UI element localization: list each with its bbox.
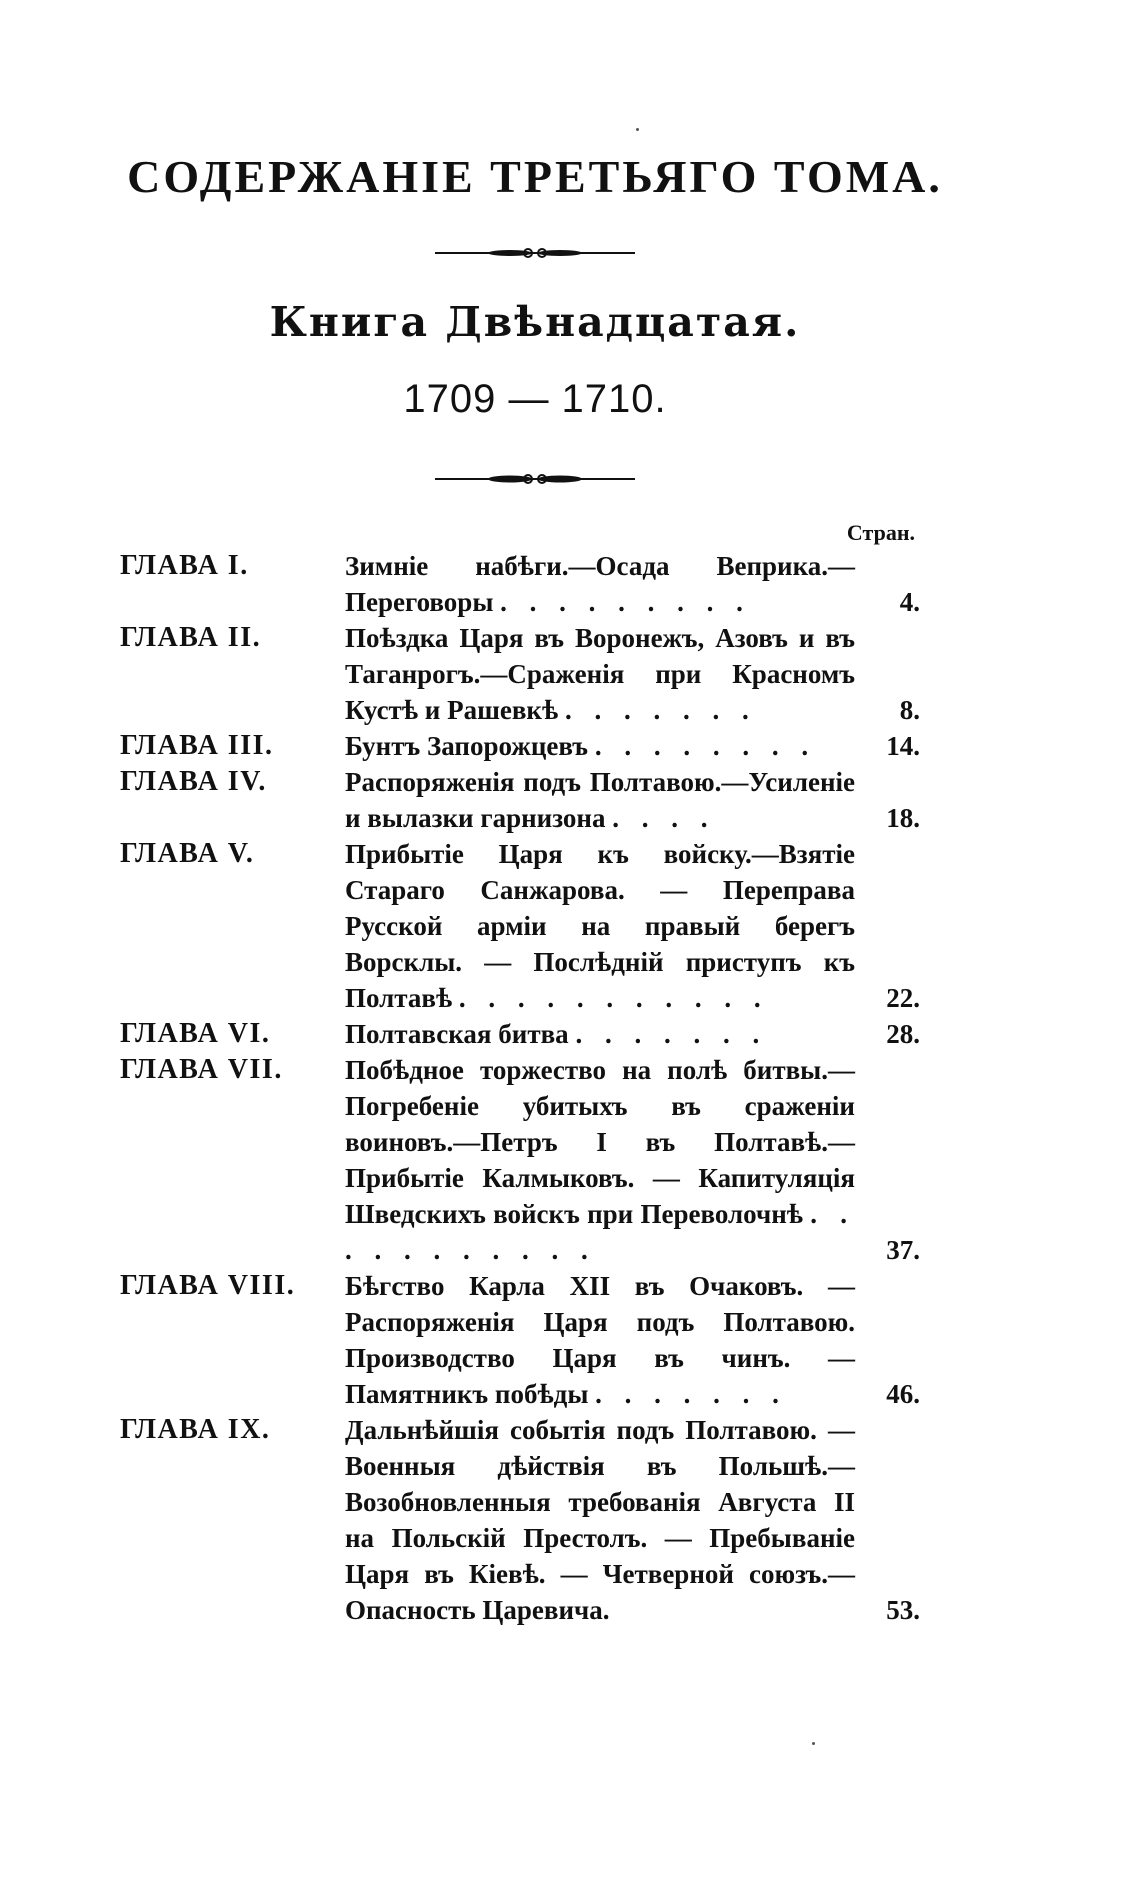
page-column-label: Стран. — [846, 520, 915, 545]
chapter-summary: Побѣдное торжество на полѣ битвы.—Погребеніе убитыхъ въ сраженіи воиновъ.—Петръ I въ Полтавѣ.—Прибытіе Калмыковъ. — Капитуляція Шведскихъ войскъ при Переволочнѣ — [345, 1055, 855, 1229]
chapter-label: ГЛАВА V. — [120, 838, 255, 869]
chapter-summary: Дальнѣйшія событія подъ Полтавою. — Военныя дѣйствія въ Польшѣ.—Возобновленныя требованія Августа II на Польскій Престолъ. — Пребываніе Царя въ Кіевѣ. — Четверной союзъ.—Опасность Царевича. — [345, 1415, 855, 1625]
chapter-summary: Полтавская битва — [345, 1019, 569, 1049]
dot-leader: . . . . . . . . — [594, 731, 817, 761]
chapter-summary: Поѣздка Царя въ Воронежъ, Азовъ и въ Таганрогъ.—Сраженія при Красномъ Кустѣ и Рашевкѣ — [345, 623, 855, 725]
dot-leader: . . . . . . . . . — [500, 587, 751, 617]
dot-leader: . . . . . . . — [564, 695, 757, 725]
toc-entry — [120, 1268, 920, 1412]
chapter-description — [345, 1052, 855, 1268]
chapter-label: ГЛАВА IX. — [120, 1414, 271, 1445]
chapter-description — [345, 1268, 855, 1412]
chapter-description — [345, 836, 855, 1016]
chapter-summary: Бѣгство Карла XII въ Очаковъ. — Распоряженія Царя подъ Полтавою. Производство Царя въ чинъ. — Памятникъ побѣды — [345, 1271, 855, 1409]
toc-entry — [120, 836, 920, 1016]
page-number: 8. — [899, 695, 920, 725]
page-number: 46. — [886, 1379, 920, 1409]
dot-leader: . . . . . . . . . . . — [458, 983, 769, 1013]
page-number: 37. — [886, 1235, 920, 1265]
chapter-description — [345, 1412, 855, 1628]
page-number: 18. — [886, 803, 920, 833]
toc-entry — [120, 1052, 920, 1268]
page-number: 28. — [886, 1019, 920, 1049]
chapter-summary: Распоряженія подъ Полтавою.—Усиленіе и вылазки гарнизона — [345, 767, 855, 833]
chapter-description — [345, 728, 855, 764]
chapter-description — [345, 548, 855, 620]
table-of-contents — [120, 548, 920, 1628]
chapter-label: ГЛАВА III. — [120, 730, 274, 761]
chapter-summary: Зимніе набѣги.—Осада Веприка.—Переговоры — [345, 551, 855, 617]
toc-entry — [120, 1016, 920, 1052]
ornament-rule-icon — [435, 246, 635, 260]
toc-entry — [120, 728, 920, 764]
chapter-label: ГЛАВА VI. — [120, 1018, 271, 1049]
volume-contents-title: СОДЕРЖАНІЕ ТРЕТЬЯГО ТОМА. — [127, 151, 943, 202]
page-number: 53. — [886, 1595, 920, 1625]
toc-entry — [120, 548, 920, 620]
page-number: 14. — [886, 731, 920, 761]
chapter-label: ГЛАВА VII. — [120, 1054, 283, 1085]
year-range: 1709 — 1710. — [403, 377, 667, 421]
chapter-summary: Бунтъ Запорожцевъ — [345, 731, 589, 761]
chapter-label: ГЛАВА IV. — [120, 766, 267, 797]
chapter-description — [345, 764, 855, 836]
chapter-label: ГЛАВА VIII. — [120, 1270, 296, 1301]
toc-entry — [120, 1412, 920, 1628]
chapter-description — [345, 1016, 855, 1052]
chapter-label: ГЛАВА I. — [120, 550, 249, 581]
toc-entry — [120, 764, 920, 836]
dot-leader: . . . . . . . — [595, 1379, 787, 1409]
print-speck — [812, 1742, 815, 1745]
dot-leader: . . . . — [612, 803, 716, 833]
chapter-label: ГЛАВА II. — [120, 622, 262, 653]
ornament-rule-top — [0, 246, 1070, 260]
chapter-summary: Прибытіе Царя къ войску.—Взятіе Стараго Санжарова. — Переправа Русской арміи на правый берегъ Ворсклы. — Послѣдній приступъ къ Полтавѣ — [345, 839, 855, 1013]
dot-leader: . . . . . . . . . . . — [345, 1199, 856, 1265]
book-title: Книга Двѣнадцатая. — [269, 298, 801, 346]
toc-entry — [120, 620, 920, 728]
page-number: 22. — [886, 983, 920, 1013]
print-speck — [636, 128, 639, 131]
ornament-rule-bottom — [0, 472, 1070, 486]
page-number: 4. — [899, 587, 920, 617]
dot-leader: . . . . . . . — [575, 1019, 768, 1049]
ornament-rule-icon — [435, 472, 635, 486]
chapter-description — [345, 620, 855, 728]
